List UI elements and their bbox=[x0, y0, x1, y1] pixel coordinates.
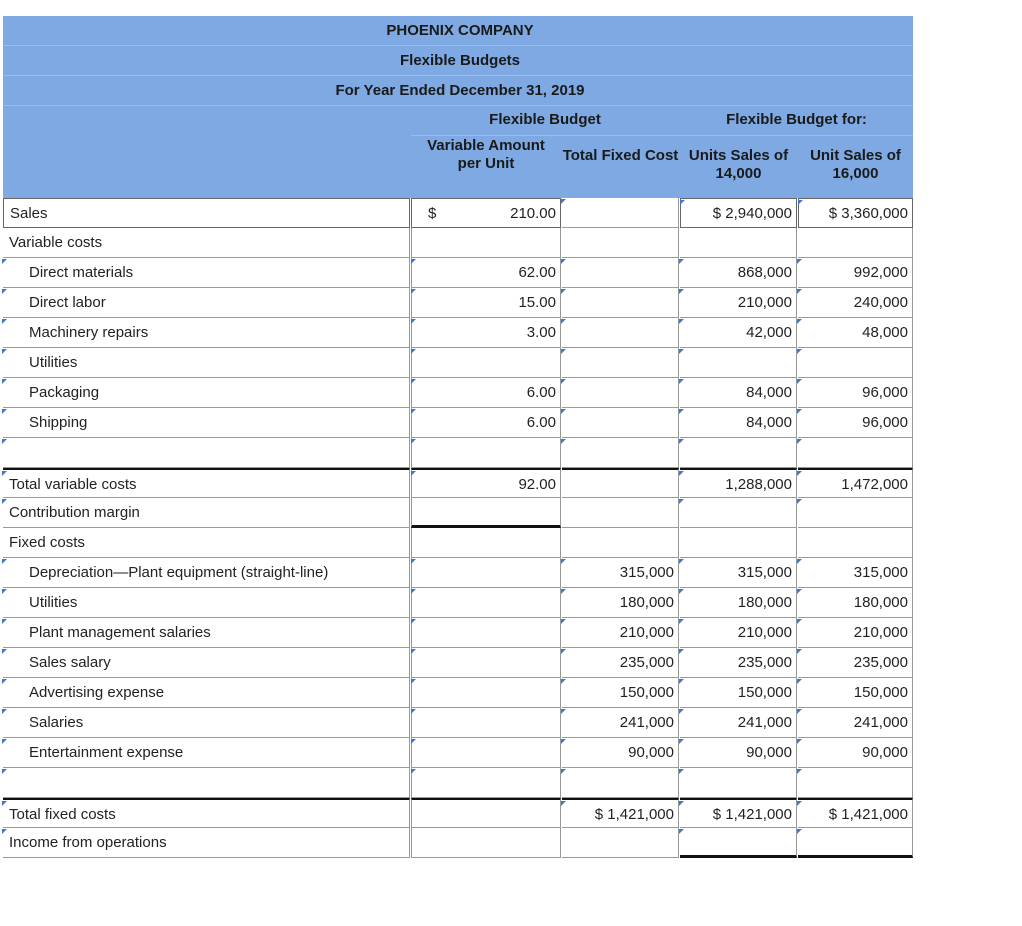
table-row-salaries bbox=[3, 708, 913, 738]
packaging-var[interactable]: 6.00 bbox=[411, 378, 561, 408]
utilities-fix-u14[interactable]: 180,000 bbox=[680, 588, 797, 618]
machinery-repairs-u16[interactable]: 48,000 bbox=[798, 318, 913, 348]
machinery-repairs-var[interactable]: 3.00 bbox=[411, 318, 561, 348]
utilities-var-fix[interactable] bbox=[562, 348, 679, 378]
total-variable-fix bbox=[562, 468, 679, 498]
table-row-direct-materials bbox=[3, 258, 913, 288]
table-row-depreciation bbox=[3, 558, 913, 588]
sales-salary-u14[interactable]: 235,000 bbox=[680, 648, 797, 678]
entertainment-var[interactable] bbox=[411, 738, 561, 768]
advertising-var[interactable] bbox=[411, 678, 561, 708]
variable-costs-label: Variable costs bbox=[3, 228, 410, 258]
utilities-var-var[interactable] bbox=[411, 348, 561, 378]
machinery-repairs-label[interactable]: Machinery repairs bbox=[3, 318, 410, 348]
period-row bbox=[3, 76, 913, 106]
total-variable-var[interactable]: 92.00 bbox=[411, 468, 561, 498]
utilities-fix-u16[interactable]: 180,000 bbox=[798, 588, 913, 618]
sales-label: Sales bbox=[3, 198, 410, 228]
table-row-utilities-fixed bbox=[3, 588, 913, 618]
direct-materials-fix[interactable] bbox=[562, 258, 679, 288]
direct-labor-var[interactable]: 15.00 bbox=[411, 288, 561, 318]
variable-amount-header: Variable Amount per Unit bbox=[427, 137, 545, 172]
table-row-empty-variable bbox=[3, 438, 913, 468]
income-u14[interactable] bbox=[680, 828, 797, 858]
depreciation-u14[interactable]: 315,000 bbox=[680, 558, 797, 588]
entertainment-label[interactable]: Entertainment expense bbox=[3, 738, 410, 768]
table-row-contribution-margin bbox=[3, 498, 913, 528]
flexible-budget-for-header: Flexible Budget for: bbox=[726, 111, 867, 128]
total-variable-u16[interactable]: 1,472,000 bbox=[798, 468, 913, 498]
salaries-var[interactable] bbox=[411, 708, 561, 738]
report-title-row bbox=[3, 46, 913, 76]
empty-fixed-u16[interactable] bbox=[798, 768, 913, 798]
table-row-shipping bbox=[3, 408, 913, 438]
sales-u14-value[interactable]: $ 2,940,000 bbox=[680, 198, 797, 228]
empty-variable-var[interactable] bbox=[411, 438, 561, 468]
empty-variable-u14[interactable] bbox=[680, 438, 797, 468]
table-row-advertising bbox=[3, 678, 913, 708]
contribution-margin-u16[interactable] bbox=[798, 498, 913, 528]
direct-materials-label[interactable]: Direct materials bbox=[3, 258, 410, 288]
salaries-label[interactable]: Salaries bbox=[3, 708, 410, 738]
sales-dollar-sign: $ bbox=[428, 205, 437, 222]
sales-salary-fix[interactable]: 235,000 bbox=[562, 648, 679, 678]
empty-fixed-label[interactable] bbox=[3, 768, 410, 798]
contribution-margin-fix bbox=[562, 498, 679, 528]
plant-mgmt-fix[interactable]: 210,000 bbox=[562, 618, 679, 648]
utilities-var-u14[interactable] bbox=[680, 348, 797, 378]
total-fixed-header: Total Fixed Cost bbox=[562, 147, 679, 164]
empty-fixed-fix[interactable] bbox=[562, 768, 679, 798]
depreciation-fix[interactable]: 315,000 bbox=[562, 558, 679, 588]
empty-variable-label[interactable] bbox=[3, 438, 410, 468]
advertising-label[interactable]: Advertising expense bbox=[3, 678, 410, 708]
table-row-empty-fixed bbox=[3, 768, 913, 798]
table-row-total-variable bbox=[3, 468, 913, 498]
table-row-sales-salary bbox=[3, 648, 913, 678]
flexible-budget-header: Flexible Budget bbox=[489, 111, 601, 128]
entertainment-u14[interactable]: 90,000 bbox=[680, 738, 797, 768]
advertising-fix[interactable]: 150,000 bbox=[562, 678, 679, 708]
fixed-costs-label: Fixed costs bbox=[3, 528, 410, 558]
fixed-costs-u14-cell bbox=[680, 528, 797, 558]
sales-salary-var[interactable] bbox=[411, 648, 561, 678]
sales-u16-value[interactable]: $ 3,360,000 bbox=[798, 198, 913, 228]
packaging-fix[interactable] bbox=[562, 378, 679, 408]
plant-mgmt-u16[interactable]: 210,000 bbox=[798, 618, 913, 648]
table-row-entertainment bbox=[3, 738, 913, 768]
packaging-u16[interactable]: 96,000 bbox=[798, 378, 913, 408]
table-row-machinery-repairs bbox=[3, 318, 913, 348]
sales-var-cell[interactable] bbox=[411, 198, 561, 228]
shipping-u16[interactable]: 96,000 bbox=[798, 408, 913, 438]
sales-salary-u16[interactable]: 235,000 bbox=[798, 648, 913, 678]
variable-costs-var-cell bbox=[411, 228, 561, 258]
empty-variable-fix[interactable] bbox=[562, 438, 679, 468]
variable-costs-u14-cell bbox=[680, 228, 797, 258]
sales-salary-label[interactable]: Sales salary bbox=[3, 648, 410, 678]
company-title-row bbox=[3, 16, 913, 46]
income-var bbox=[411, 828, 561, 858]
salaries-fix[interactable]: 241,000 bbox=[562, 708, 679, 738]
plant-mgmt-label[interactable]: Plant management salaries bbox=[3, 618, 410, 648]
packaging-label[interactable]: Packaging bbox=[3, 378, 410, 408]
table-row-plant-management bbox=[3, 618, 913, 648]
shipping-label[interactable]: Shipping bbox=[3, 408, 410, 438]
variable-costs-u16-cell bbox=[798, 228, 913, 258]
table-row-utilities-variable bbox=[3, 348, 913, 378]
entertainment-u16[interactable]: 90,000 bbox=[798, 738, 913, 768]
report-name: Flexible Budgets bbox=[399, 52, 521, 69]
fixed-costs-u16-cell bbox=[798, 528, 913, 558]
contribution-margin-label[interactable]: Contribution margin bbox=[3, 498, 410, 528]
contribution-margin-var[interactable] bbox=[411, 498, 561, 528]
direct-materials-var[interactable]: 62.00 bbox=[411, 258, 561, 288]
units-16000-header: Unit Sales of 16,000 bbox=[810, 147, 901, 182]
packaging-u14[interactable]: 84,000 bbox=[680, 378, 797, 408]
salaries-u14[interactable]: 241,000 bbox=[680, 708, 797, 738]
machinery-repairs-fix[interactable] bbox=[562, 318, 679, 348]
utilities-var-u16[interactable] bbox=[798, 348, 913, 378]
table-row-direct-labor bbox=[3, 288, 913, 318]
shipping-var[interactable]: 6.00 bbox=[411, 408, 561, 438]
salaries-u16[interactable]: 241,000 bbox=[798, 708, 913, 738]
units-14000-header: Units Sales of 14,000 bbox=[688, 147, 789, 182]
table-row-income bbox=[3, 828, 913, 858]
total-fixed-label[interactable]: Total fixed costs bbox=[3, 798, 410, 828]
table-row-total-fixed bbox=[3, 798, 913, 828]
contribution-margin-u14[interactable] bbox=[680, 498, 797, 528]
empty-variable-u16[interactable] bbox=[798, 438, 913, 468]
plant-mgmt-u14[interactable]: 210,000 bbox=[680, 618, 797, 648]
table-row-fixed-costs bbox=[3, 528, 913, 558]
table-row-packaging bbox=[3, 378, 913, 408]
fixed-costs-var-cell bbox=[411, 528, 561, 558]
depreciation-u16[interactable]: 315,000 bbox=[798, 558, 913, 588]
utilities-fix-var[interactable] bbox=[411, 588, 561, 618]
advertising-u16[interactable]: 150,000 bbox=[798, 678, 913, 708]
total-variable-label[interactable]: Total variable costs bbox=[3, 468, 410, 498]
company-name: PHOENIX COMPANY bbox=[386, 22, 534, 39]
advertising-u14[interactable]: 150,000 bbox=[680, 678, 797, 708]
income-fix bbox=[562, 828, 679, 858]
income-u16[interactable] bbox=[798, 828, 913, 858]
report-period: For Year Ended December 31, 2019 bbox=[335, 82, 585, 99]
direct-labor-u16[interactable]: 240,000 bbox=[798, 288, 913, 318]
variable-costs-fix-cell bbox=[562, 228, 679, 258]
depreciation-label[interactable]: Depreciation—Plant equipment (straight-line) bbox=[3, 558, 410, 588]
direct-materials-u16[interactable]: 992,000 bbox=[798, 258, 913, 288]
fixed-costs-fix-cell bbox=[562, 528, 679, 558]
empty-fixed-var[interactable] bbox=[411, 768, 561, 798]
shipping-u14[interactable]: 84,000 bbox=[680, 408, 797, 438]
direct-labor-label[interactable]: Direct labor bbox=[3, 288, 410, 318]
utilities-fix-label[interactable]: Utilities bbox=[3, 588, 410, 618]
sales-fixed-input[interactable] bbox=[562, 198, 679, 228]
plant-mgmt-var[interactable] bbox=[411, 618, 561, 648]
table-row-variable-costs bbox=[3, 228, 913, 258]
empty-fixed-u14[interactable] bbox=[680, 768, 797, 798]
total-fixed-fix[interactable]: $ 1,421,000 bbox=[562, 798, 679, 828]
total-fixed-u16[interactable]: $ 1,421,000 bbox=[798, 798, 913, 828]
direct-labor-u14[interactable]: 210,000 bbox=[680, 288, 797, 318]
direct-materials-u14[interactable]: 868,000 bbox=[680, 258, 797, 288]
machinery-repairs-u14[interactable]: 42,000 bbox=[680, 318, 797, 348]
table-row-sales bbox=[3, 198, 913, 228]
income-label[interactable]: Income from operations bbox=[3, 828, 410, 858]
sales-var-value: 210.00 bbox=[510, 205, 556, 222]
total-fixed-u14[interactable]: $ 1,421,000 bbox=[680, 798, 797, 828]
shipping-fix[interactable] bbox=[562, 408, 679, 438]
entertainment-fix[interactable]: 90,000 bbox=[562, 738, 679, 768]
total-fixed-var bbox=[411, 798, 561, 828]
direct-labor-fix[interactable] bbox=[562, 288, 679, 318]
utilities-var-label[interactable]: Utilities bbox=[3, 348, 410, 378]
total-variable-u14[interactable]: 1,288,000 bbox=[680, 468, 797, 498]
column-header-band bbox=[3, 106, 913, 198]
utilities-fix-fix[interactable]: 180,000 bbox=[562, 588, 679, 618]
depreciation-var[interactable] bbox=[411, 558, 561, 588]
